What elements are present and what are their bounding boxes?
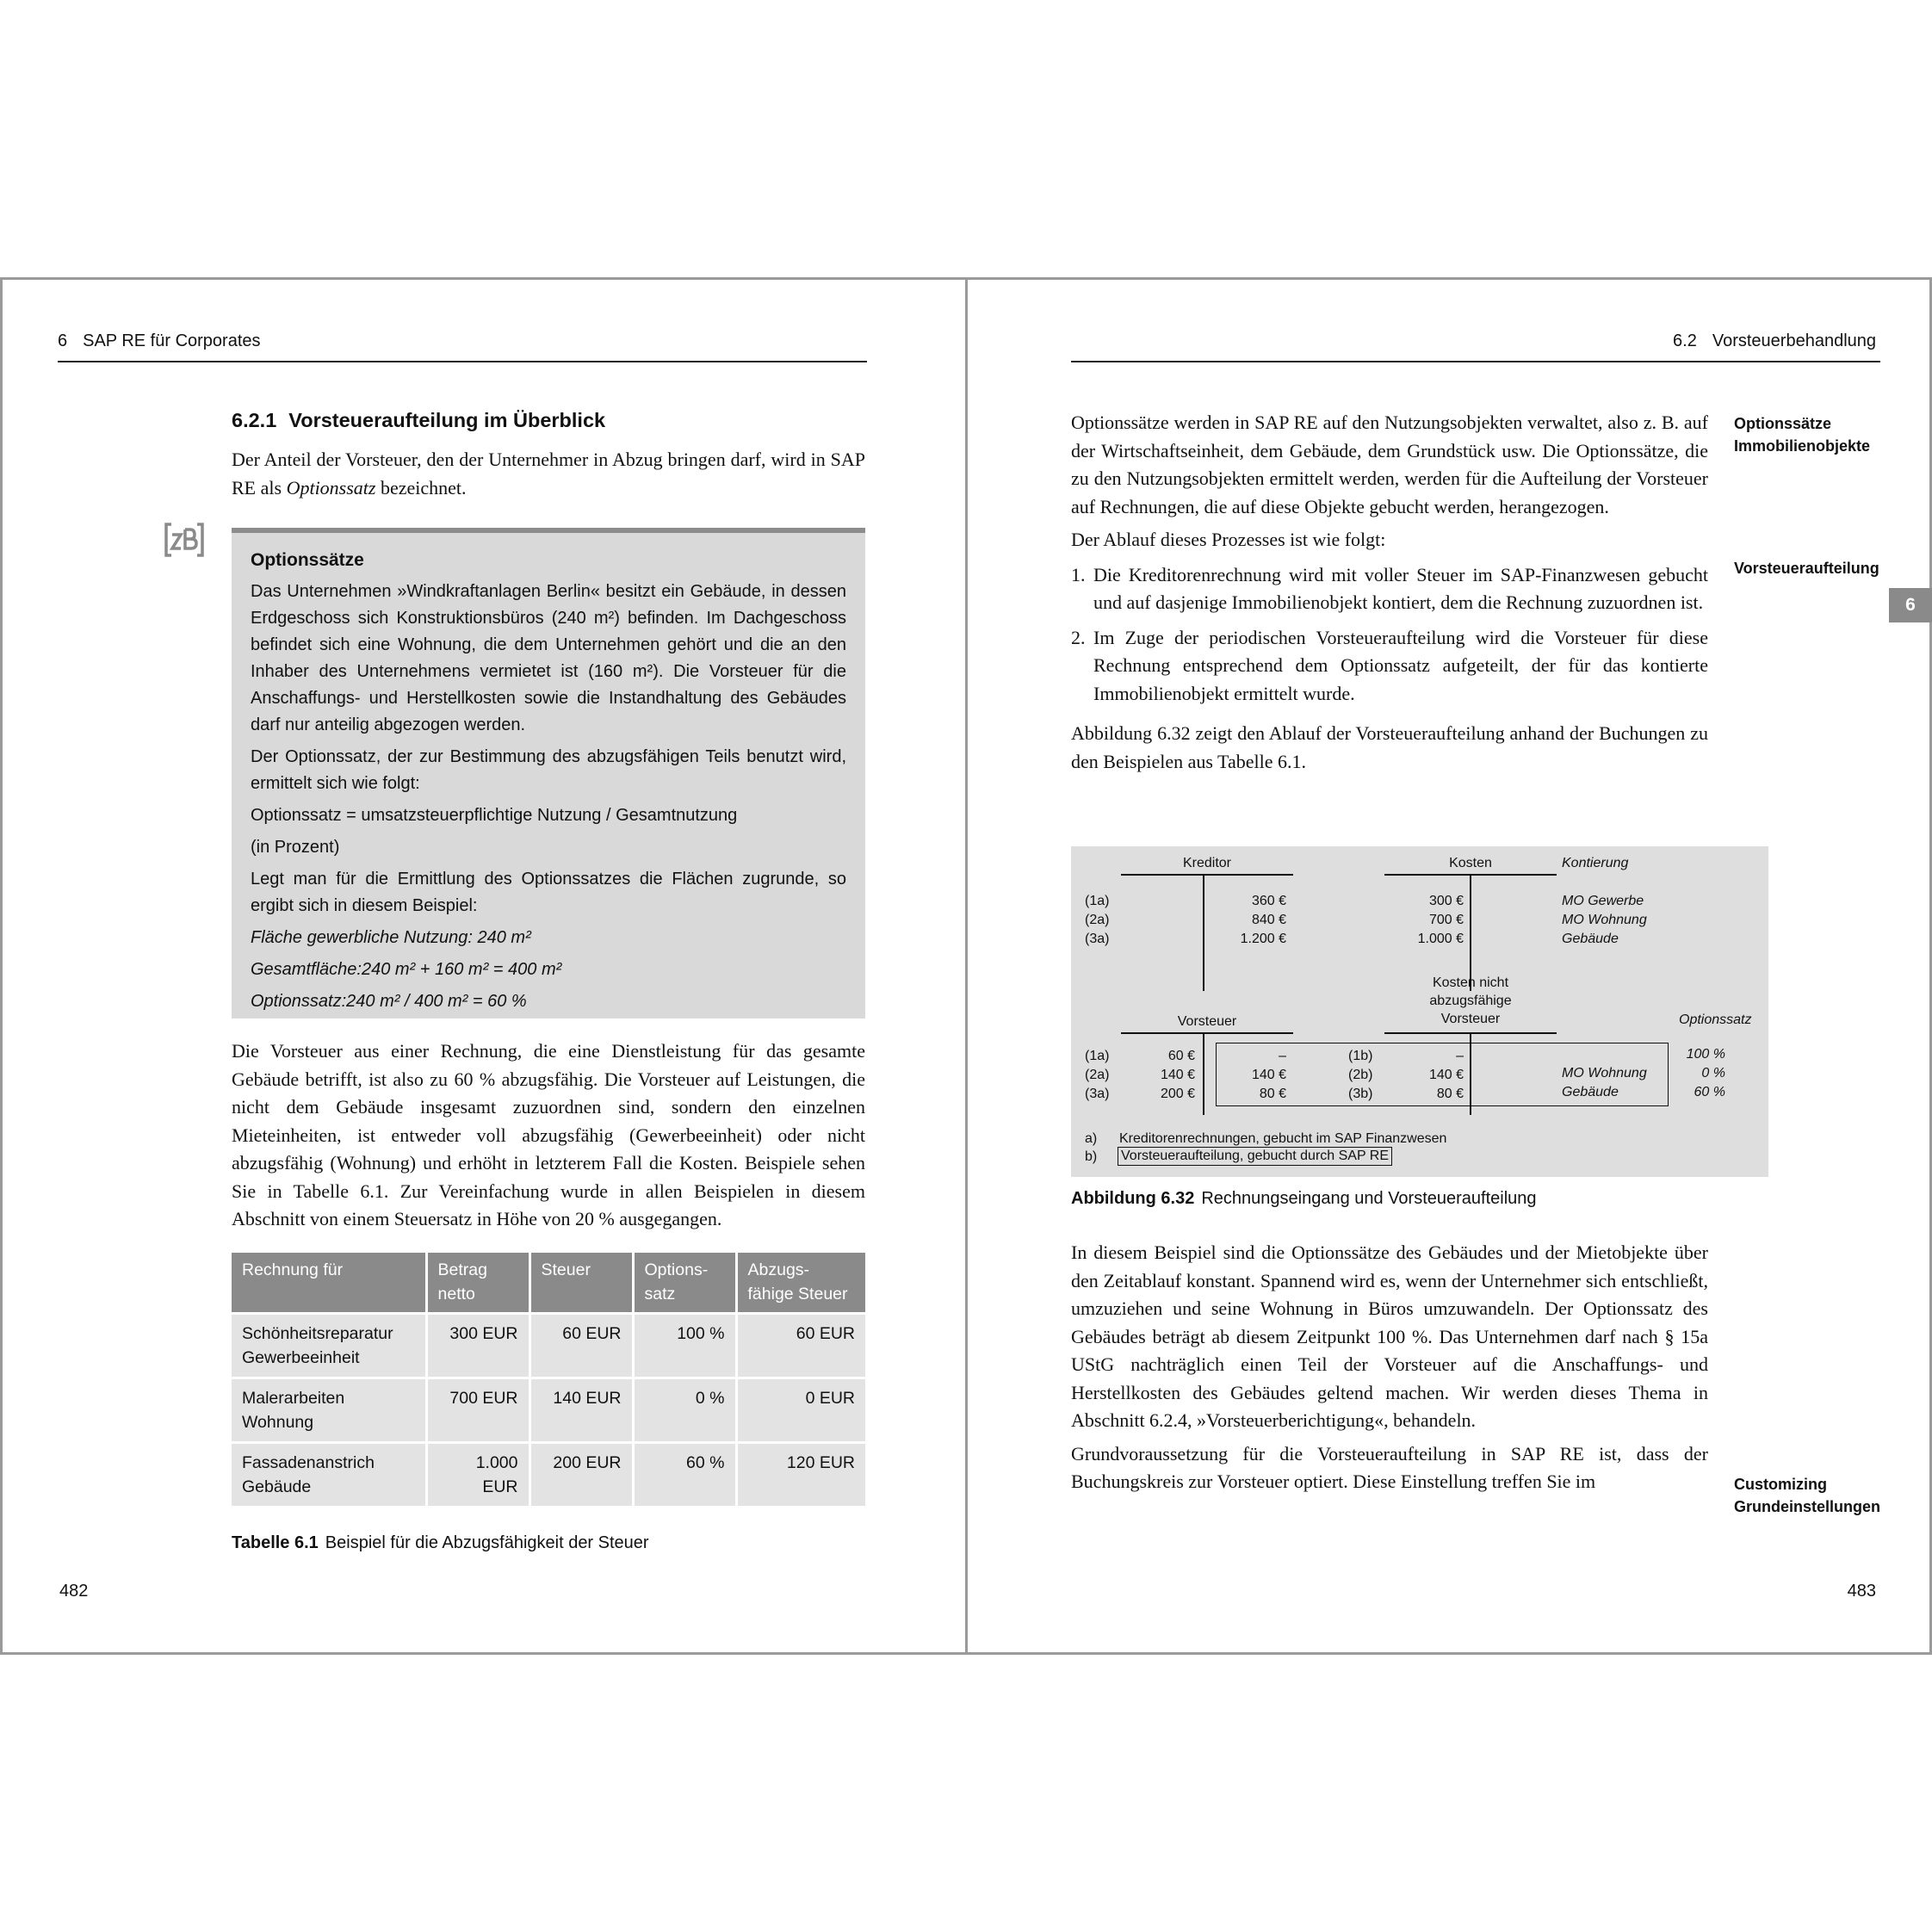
account-label-kreditor: Kreditor (1182, 856, 1232, 870)
row-label: (2a) (1085, 913, 1110, 927)
row-label: (1a) (1085, 894, 1110, 908)
figure-caption-text: Rechnungseingang und Vorsteueraufteilung (1201, 1189, 1537, 1208)
table-cell: 0 EUR (736, 1378, 865, 1442)
table-cell: 120 EUR (736, 1442, 865, 1506)
legend-text-boxed: Vorsteueraufteilung, gebucht durch SAP RE (1118, 1147, 1392, 1166)
intro-paragraph (232, 446, 865, 502)
paragraph: In diesem Beispiel sind die Optionssätze des Gebäudes und der Mietobjekte über den Zeitablauf konstant. Spannend wird es, wenn der Unternehmer sich entschließt, umzuziehen und seine Wohnung in Büros umzuwandeln. Der Optionssatz des Gebäudes beträgt ab diesem Zeitpunkt 100 %. Das Unternehmen darf nach § 15a UStG nachträglich einen Teil der Vorsteuer auf die Anschaffungs- und Herstellkosten des Gebäudes geltend machen. Wir werden dieses Thema in Abschnitt 6.2.4, »Vorsteuerberichtigung«, behandeln. (1071, 1242, 1708, 1431)
vorsteuer-credit: – (1279, 1049, 1286, 1063)
table-header-cell: Abzugs-fähige Steuer (736, 1253, 865, 1313)
intro-text-2: bezeichnet. (375, 476, 467, 498)
box-paragraph-1: Das Unternehmen »Windkraftanlagen Berlin« besitzt ein Gebäude, in dessen Erdgeschoss sich Konstruktionsbüros (240 m²) befinden. Im Dachgeschoss befindet sich eine Wohnung, die dem Unternehmen gehört und die an den Inhaber des Unternehmens vermietet ist (160 m²). Die Vorsteuer für die Anschaffungs- und Herstellkosten sowie die Instandhaltung des Gebäudes darf nur anteilig abgezogen werden. (251, 582, 846, 734)
vorsteuer-credit: 80 € (1259, 1087, 1286, 1101)
box-calc-1: Fläche gewerbliche Nutzung: 240 m² (251, 928, 531, 947)
table-cell: 300 EUR (426, 1313, 529, 1378)
row-label: (2a) (1085, 1068, 1110, 1082)
list-item-number: 2. (1071, 626, 1086, 648)
table-cell: Fassadenanstrich Gebäude (232, 1442, 426, 1506)
legend-text: Kreditorenrechnungen, gebucht im SAP Finanzwesen (1119, 1131, 1447, 1146)
list-item-text: Die Kreditorenrechnung wird mit voller Steuer im SAP-Finanzwesen gebucht und auf dasjenige Immobilienobjekt kontiert, dem die Rechnung zuzuordnen ist. (1093, 563, 1708, 613)
table-header-row (232, 1253, 865, 1313)
table-cell: 0 % (633, 1378, 736, 1442)
vorsteuer-debit: 140 € (1160, 1068, 1195, 1082)
account-label-line: Vorsteuer (1440, 1012, 1501, 1026)
box-formula: Optionssatz = umsatzsteuerpflichtige Nutzung / Gesamtnutzung (251, 806, 738, 825)
legend-key: b) (1085, 1149, 1098, 1164)
table-cell: 700 EUR (426, 1378, 529, 1442)
header-rule (58, 361, 867, 362)
paragraph: Grundvoraussetzung für die Vorsteueraufteilung in SAP RE ist, dass der Buchungskreis zur Vorsteuer optiert. Diese Einstellung treffen Sie im (1071, 1442, 1708, 1492)
column-label-optionssatz: Optionssatz (1679, 1012, 1752, 1027)
column-label-kontierung: Kontierung (1562, 856, 1629, 870)
row-label: (2b) (1348, 1068, 1373, 1082)
chapter-tab: 6 (1889, 588, 1932, 622)
kosten-value: 1.000 € (1417, 932, 1464, 946)
kosten-value: 300 € (1428, 894, 1464, 908)
account-label-kosten-nicht (1384, 974, 1557, 1028)
table-caption (232, 1533, 649, 1553)
row-label: (1a) (1085, 1049, 1110, 1063)
kontierung-value: MO Wohnung (1562, 1066, 1647, 1081)
t-account-line (1121, 874, 1293, 876)
list-item (1071, 624, 1708, 709)
box-title: Optionssätze (251, 550, 364, 570)
table-cell: 100 % (633, 1313, 736, 1378)
table-cell: 200 EUR (529, 1442, 633, 1506)
legend-key: a) (1085, 1131, 1098, 1146)
kontierung-value: MO Wohnung (1562, 913, 1647, 927)
table-row (232, 1313, 865, 1378)
margin-note-customizing (1734, 1473, 1906, 1518)
row-label: (1b) (1348, 1049, 1373, 1063)
account-label-vorsteuer: Vorsteuer (1177, 1014, 1237, 1029)
paragraph: Abbildung 6.32 zeigt den Ablauf der Vorsteueraufteilung anhand der Buchungen zu den Beispielen aus Tabelle 6.1. (1071, 722, 1708, 772)
table-header-cell: Rechnung für (232, 1253, 426, 1313)
figure-caption-label: Abbildung 6.32 (1071, 1189, 1195, 1208)
process-steps (1071, 561, 1708, 709)
table-caption-label: Tabelle 6.1 (232, 1533, 319, 1552)
kontierung-value: Gebäude (1562, 932, 1619, 946)
vorsteuer-credit: 140 € (1251, 1068, 1286, 1082)
kosten-value: 700 € (1428, 913, 1464, 927)
table-cell: Schönheitsreparatur Gewerbeeinheit (232, 1313, 426, 1378)
section-title: Vorsteueraufteilung im Überblick (288, 409, 606, 431)
margin-note-line: Customizing (1734, 1476, 1827, 1493)
chapter-number: 6 (58, 331, 68, 350)
table-row (232, 1442, 865, 1506)
table-cell: 60 EUR (529, 1313, 633, 1378)
list-item-text: Im Zuge der periodischen Vorsteueraufteilung wird die Vorsteuer für diese Rechnung entsprechend dem Optionssatz aufgeteilt, der für das kontierte Immobilienobjekt ermittelt wurde. (1093, 626, 1708, 704)
running-head-left (58, 331, 261, 351)
book-spread (0, 277, 1932, 1655)
running-head-right (1673, 331, 1876, 351)
account-label-line: abzugsfähige (1429, 994, 1512, 1008)
kosten-nicht-value: – (1456, 1049, 1464, 1063)
example-table (232, 1253, 865, 1506)
page-number-left: 482 (59, 1582, 89, 1601)
kosten-nicht-value: 140 € (1428, 1068, 1464, 1082)
section-number: 6.2.1 (232, 409, 277, 431)
intro-text-1: Der Anteil der Vorsteuer, den der Unternehmer in Abzug bringen darf, wird in SAP RE als (232, 449, 865, 498)
box-calc-3: Optionssatz:240 m² / 400 m² = 60 % (251, 992, 527, 1011)
kreditor-value: 840 € (1251, 913, 1286, 927)
chapter-title: SAP RE für Corporates (83, 331, 261, 350)
section-number: 6.2 (1673, 331, 1697, 350)
row-label: (3a) (1085, 932, 1110, 946)
table-header-cell: Options-satz (633, 1253, 736, 1313)
account-label-line: Kosten nicht (1432, 975, 1509, 990)
box-paragraph-2: Der Optionssatz, der zur Bestimmung des abzugsfähigen Teils benutzt wird, ermittelt sich wie folgt: (251, 747, 846, 793)
t-account-line (1203, 874, 1204, 991)
zb-icon (164, 523, 204, 557)
box-calc-2: Gesamtfläche:240 m² + 160 m² = 400 m² (251, 960, 562, 979)
vorsteuer-debit: 200 € (1160, 1087, 1195, 1101)
table-cell: 60 % (633, 1442, 736, 1506)
kreditor-value: 1.200 € (1240, 932, 1286, 946)
example-box (232, 528, 865, 1019)
account-label-kosten: Kosten (1449, 856, 1492, 870)
page-number-right: 483 (1847, 1582, 1876, 1601)
section-heading (232, 409, 605, 432)
left-page (0, 277, 968, 1655)
optionssatz-value: 60 % (1694, 1085, 1725, 1099)
list-item (1071, 561, 1708, 617)
optionssatz-value: 0 % (1701, 1066, 1725, 1081)
box-formula-unit: (in Prozent) (251, 838, 340, 857)
row-label: (3b) (1348, 1087, 1373, 1101)
t-account-line (1121, 1032, 1293, 1034)
margin-note-line: Optionssätze (1734, 415, 1832, 432)
body-paragraph: Die Vorsteuer aus einer Rechnung, die eine Dienstleistung für das gesamte Gebäude betrifft, ist also zu 60 % abzugsfähig. Die Vorsteuer auf Leistungen, die nicht dem Gebäude insgesamt zuzuordnen sind, sondern den einzelnen Mieteinheiten, ist entweder voll abzugsfähig (Gewerbeeinheit) oder nicht abzugsfähig (Wohnung) und erhöht in letzterem Fall die Kosten. Beispiele sehen Sie in Tabelle 6.1. Zur Vereinfachung wurde in allen Beispielen in diesem Abschnitt von einem Steuersatz in Höhe von 20 % ausgegangen. (232, 1040, 865, 1229)
table-cell: 140 EUR (529, 1378, 633, 1442)
right-page (965, 277, 1932, 1655)
table-cell: Malerarbeiten Wohnung (232, 1378, 426, 1442)
row-label: (3a) (1085, 1087, 1110, 1101)
margin-note-line: Grundeinstellungen (1734, 1498, 1881, 1515)
margin-note-line: Immobilienobjekte (1734, 437, 1871, 455)
table-caption-text: Beispiel für die Abzugsfähigkeit der Steuer (325, 1533, 649, 1552)
vorsteuer-debit: 60 € (1167, 1049, 1195, 1063)
optionssatz-value: 100 % (1686, 1047, 1725, 1062)
table-row (232, 1378, 865, 1442)
kontierung-value: MO Gewerbe (1562, 894, 1644, 908)
right-text-block-1 (1071, 409, 1708, 776)
table-cell: 1.000 EUR (426, 1442, 529, 1506)
paragraph: Der Ablauf dieses Prozesses ist wie folgt: (1071, 529, 1386, 550)
box-paragraph-3: Legt man für die Ermittlung des Optionssatzes die Flächen zugrunde, so ergibt sich in diesem Beispiel: (251, 870, 846, 915)
intro-italic-term: Optionssatz (286, 476, 376, 498)
table-cell: 60 EUR (736, 1313, 865, 1378)
kreditor-value: 360 € (1251, 894, 1286, 908)
margin-note-vorsteueraufteilung: Vorsteueraufteilung (1734, 560, 1879, 577)
table-header-cell: Betrag netto (426, 1253, 529, 1313)
table-header-cell: Steuer (529, 1253, 633, 1313)
header-rule (1071, 361, 1880, 362)
figure-diagram (1071, 846, 1768, 1177)
t-account-line (1203, 1032, 1204, 1115)
kontierung-value: Gebäude (1562, 1085, 1619, 1099)
kosten-nicht-value: 80 € (1436, 1087, 1464, 1101)
section-title: Vorsteuerbehandlung (1712, 331, 1876, 350)
list-item-number: 1. (1071, 563, 1086, 585)
figure-caption (1071, 1189, 1537, 1209)
right-text-block-2 (1071, 1239, 1708, 1496)
paragraph: Optionssätze werden in SAP RE auf den Nutzungsobjekten verwaltet, also z. B. auf der Wirtschaftseinheit, dem Gebäude, dem Grundstück usw. Die Optionssätze, die zu den Nutzungsobjekten ermittelt werden, werden für die Aufteilung der Vorsteuer auf Rechnungen, die auf diese Objekte gebucht werden, herangezogen. (1071, 412, 1708, 517)
margin-note-optionssaetze (1734, 412, 1906, 457)
